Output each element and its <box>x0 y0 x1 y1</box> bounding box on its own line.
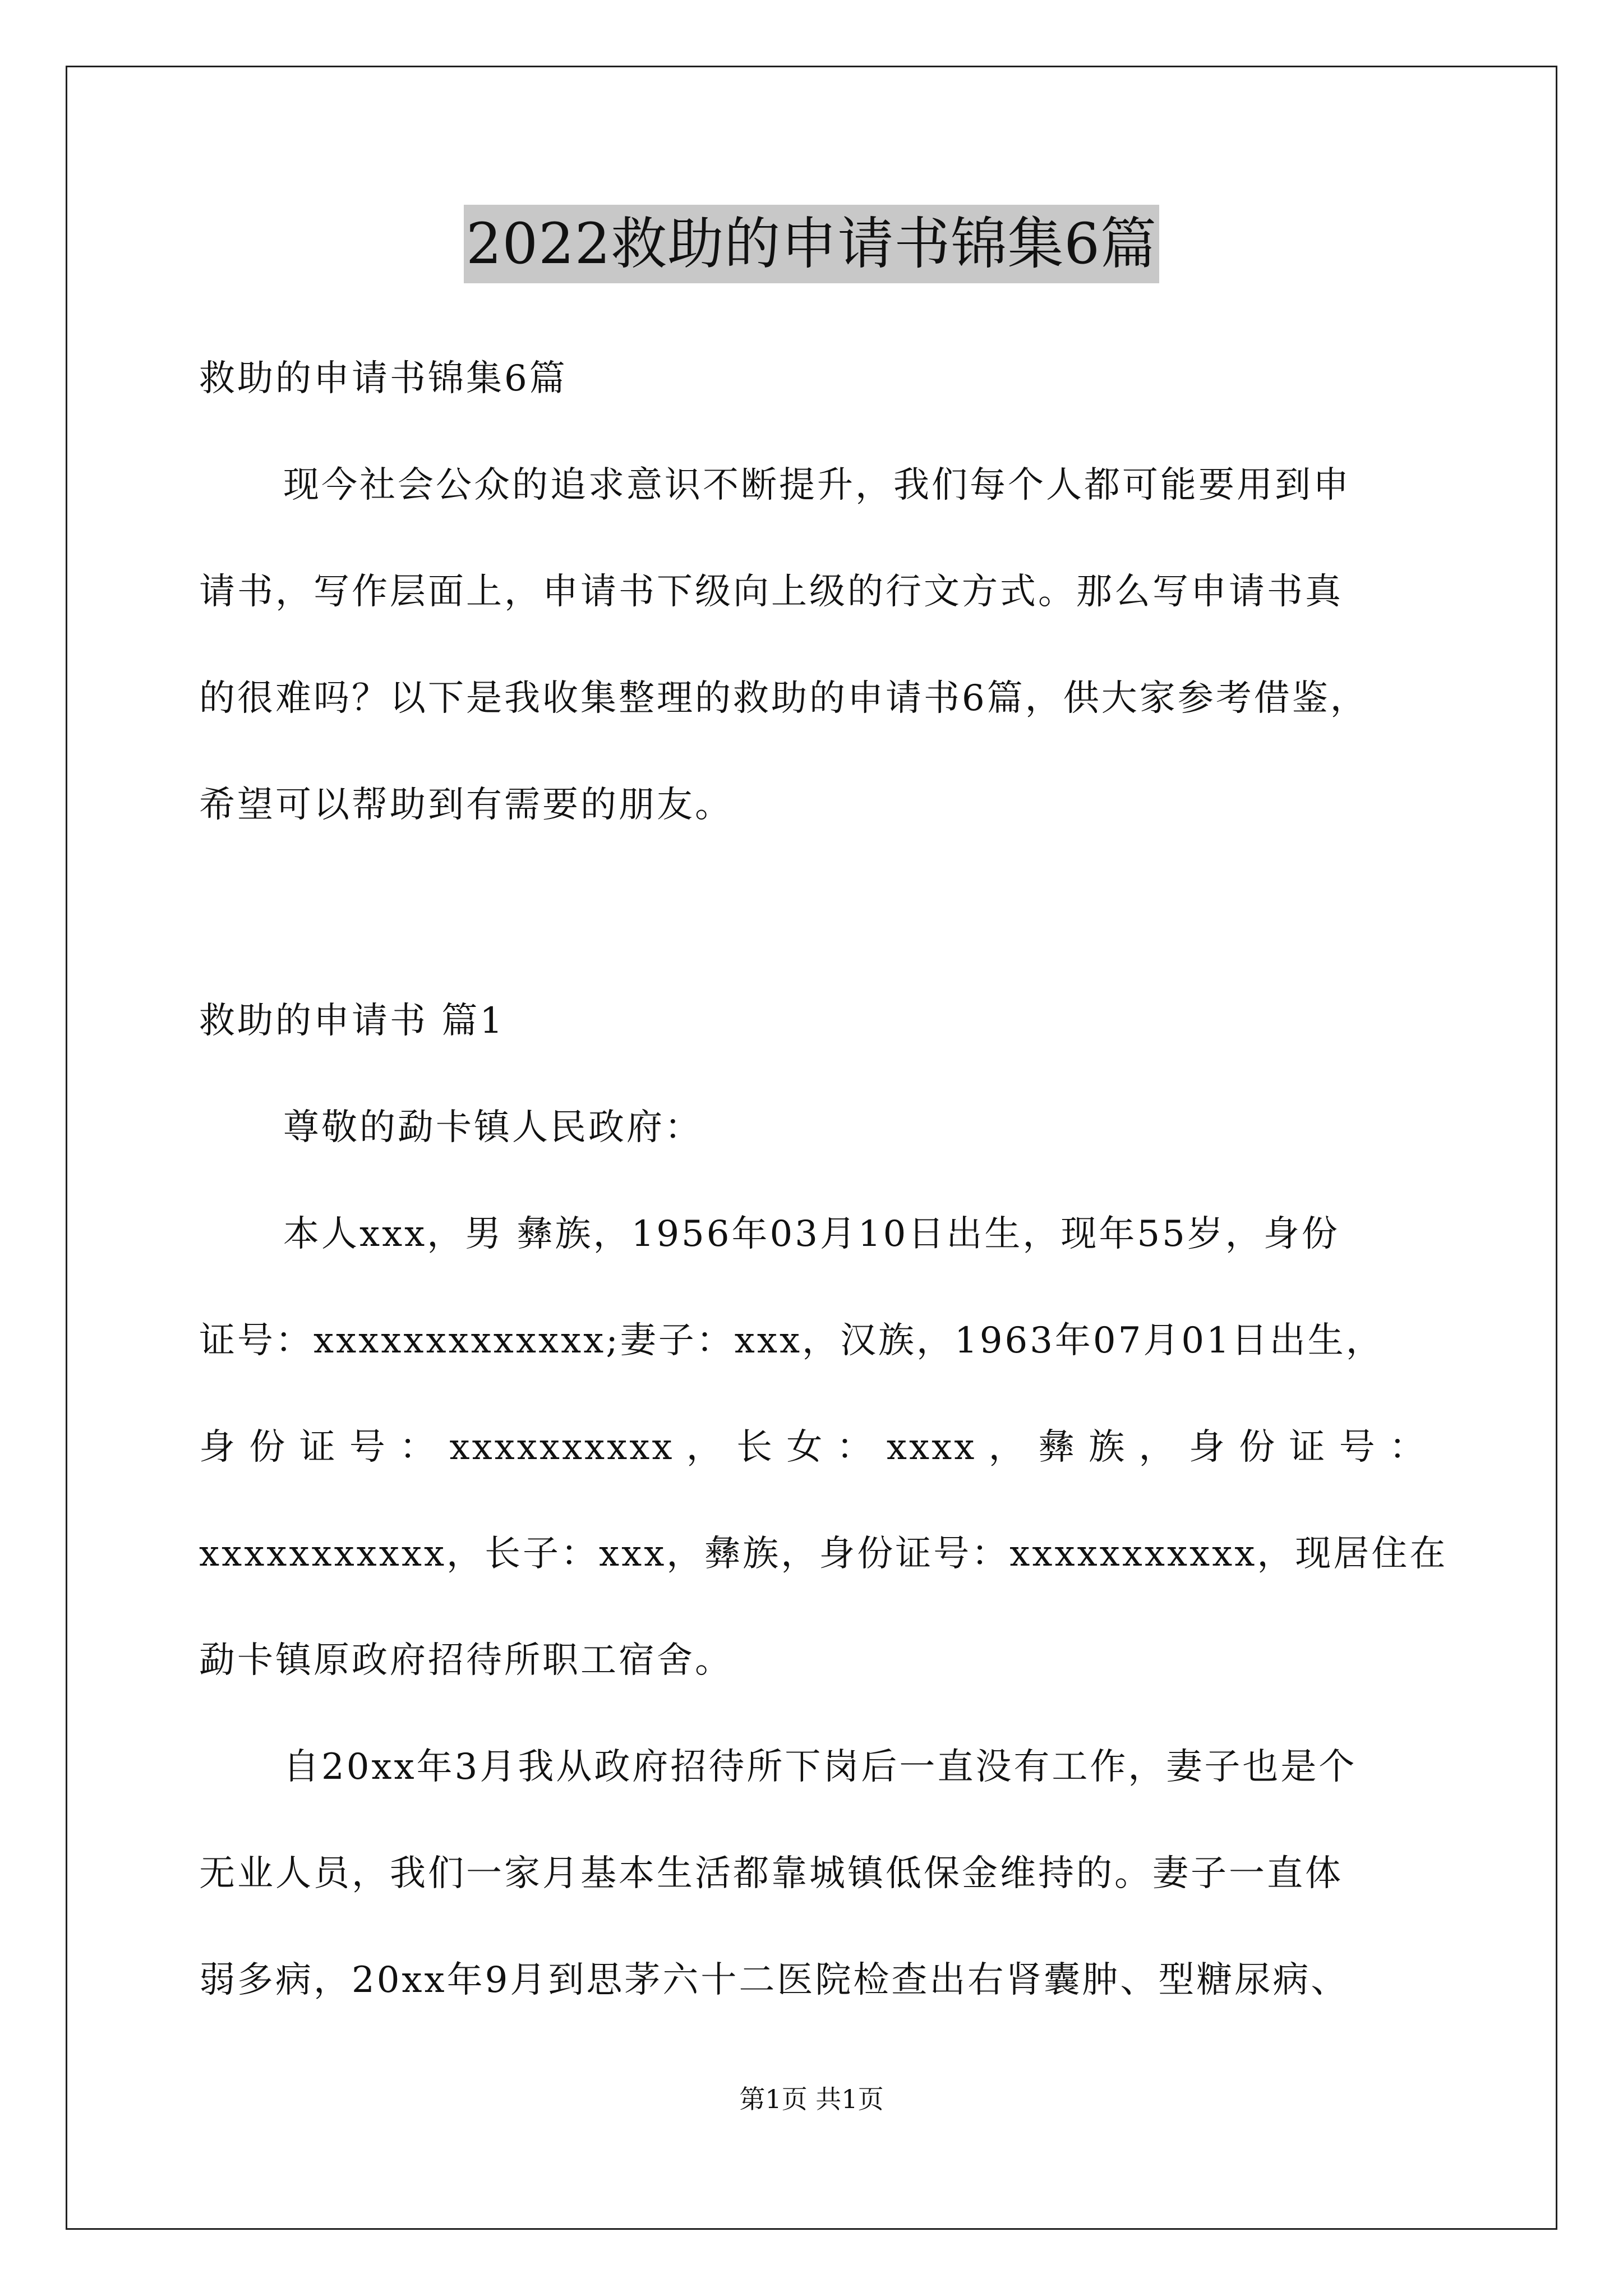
para1-line-2: 证号：xxxxxxxxxxxxx;妻子：xxx，汉族，1963年07月01日出生， <box>199 1320 1384 1361</box>
para1-line-1: 本人xxx，男 彝族，1956年03月10日出生，现年55岁，身份 <box>283 1213 1340 1255</box>
para1-line-3: 身份证号：xxxxxxxxxx，长女：xxxx，彝族，身份证号： <box>199 1427 1427 1468</box>
section-heading: 救助的申请书 篇1 <box>199 1000 505 1042</box>
title-container <box>0 205 1623 283</box>
para2-line-2: 无业人员，我们一家月基本生活都靠城镇低保金维持的。妻子一直体 <box>199 1853 1343 1894</box>
intro-line-3: 的很难吗？以下是我收集整理的救助的申请书6篇，供大家参考借鉴， <box>199 678 1368 719</box>
salutation: 尊敬的勐卡镇人民政府： <box>283 1107 703 1148</box>
para2-line-3: 弱多病，20xx年9月到思茅六十二医院检查出右肾囊肿、型糖尿病、 <box>199 1959 1349 2001</box>
para1-line-5: 勐卡镇原政府招待所职工宿舍。 <box>199 1640 733 1681</box>
intro-line-1: 现今社会公众的追求意识不断提升，我们每个人都可能要用到申 <box>283 464 1351 506</box>
intro-line-2: 请书，写作层面上，申请书下级向上级的行文方式。那么写申请书真 <box>199 571 1343 613</box>
page-footer: 第1页 共1页 <box>739 2084 884 2114</box>
intro-line-4: 希望可以帮助到有需要的朋友。 <box>199 784 733 826</box>
para1-line-4: xxxxxxxxxxx，长子：xxx，彝族，身份证号：xxxxxxxxxxx，现居住在 <box>199 1533 1448 1575</box>
document-title: 2022救助的申请书锦集6篇 <box>464 205 1159 283</box>
para2-line-1: 自20xx年3月我从政府招待所下岗后一直没有工作，妻子也是个 <box>283 1746 1357 1788</box>
document-subtitle: 救助的申请书锦集6篇 <box>199 358 568 399</box>
